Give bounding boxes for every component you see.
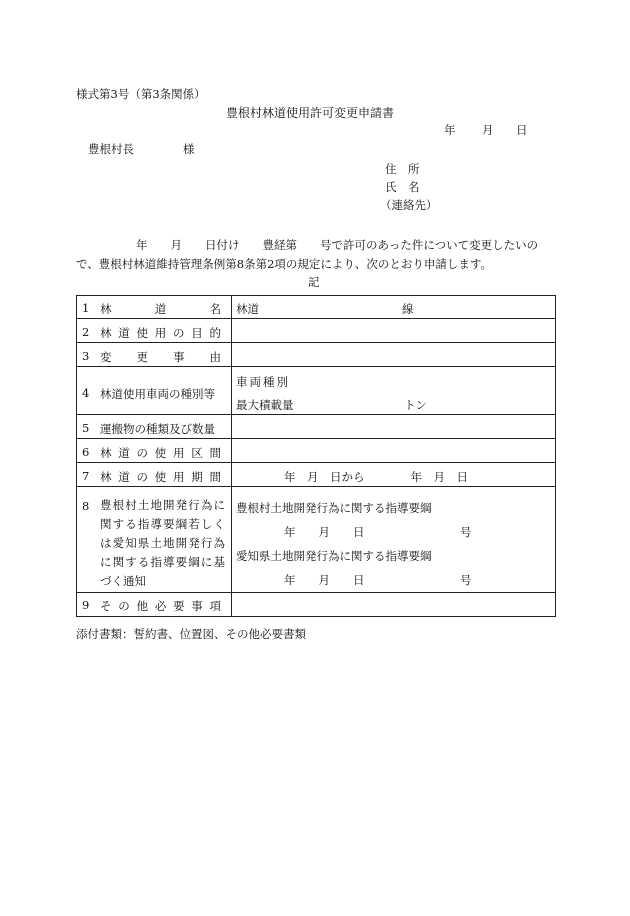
date-year: 年 [444, 123, 456, 137]
row-7-label: 林 道 の 使 用 期 間 [100, 470, 221, 484]
row-3-label: 変 更 事 由 [100, 350, 221, 364]
row-1-num: 1 [82, 301, 90, 315]
row-2-label: 林 道 使 用 の 目 的 [100, 326, 221, 340]
ki-label: 記 [308, 275, 320, 289]
row-4-sub-vehicle-type: 車両種別 [236, 375, 290, 389]
row-8-ref1-title: 豊根村土地開発行為に関する指導要綱 [236, 501, 432, 515]
row-5-label: 運搬物の種類及び数量 [100, 422, 215, 436]
row-9-label: そ の 他 必 要 事 項 [100, 599, 221, 613]
row-4-label: 林道使用車両の種別等 [100, 387, 215, 401]
row-1-value-suffix: 線 [402, 302, 414, 316]
row-1-label: 林 道 名 [100, 302, 221, 316]
row-6-num: 6 [82, 445, 90, 459]
row-7-num: 7 [82, 469, 90, 483]
document-title: 豊根村林道使用許可変更申請書 [226, 106, 395, 120]
row-8-ref2-date: 年 月 日 [284, 573, 365, 587]
row-4-sub-max-load-unit: トン [404, 398, 427, 412]
row-8-ref1-no: 号 [460, 525, 472, 539]
row-7-value: 年 月 日から 年 月 日 [284, 470, 468, 484]
row-2-num: 2 [82, 325, 90, 339]
address-label: 住 所 [385, 162, 420, 176]
body-line-2: で、豊根村林道維持管理条例第8条第2項の規定により、次のとおり申請します。 [76, 257, 492, 271]
name-label: 氏 名 [385, 180, 420, 194]
body-line-1: 年 月 日付け 豊経第 号で許可のあった件について変更したいの [136, 238, 539, 252]
row-9-num: 9 [82, 598, 90, 612]
form-number: 様式第3号（第3条関係） [76, 87, 206, 101]
row-4-num: 4 [82, 386, 90, 400]
attachments-note: 添付書類：誓約書、位置図、その他必要書類 [76, 627, 306, 641]
row-8-num: 8 [82, 499, 90, 513]
row-1-value-prefix: 林道 [236, 302, 259, 316]
date-day: 日 [516, 123, 528, 137]
date-month: 月 [482, 123, 494, 137]
row-4-sub-max-load: 最大積載量 [236, 398, 294, 412]
row-8-label: 豊根村土地開発行為に関する指導要綱若しくは愛知県土地開発行為に関する指導要綱に基づく通知 [100, 498, 225, 588]
contact-label: （連絡先） [380, 198, 438, 212]
addressee-suffix: 様 [183, 142, 195, 156]
row-5-num: 5 [82, 421, 90, 435]
row-8-ref2-title: 愛知県土地開発行為に関する指導要綱 [236, 549, 432, 563]
row-8-ref1-date: 年 月 日 [284, 525, 365, 539]
row-3-num: 3 [82, 349, 90, 363]
row-8-ref2-no: 号 [460, 573, 472, 587]
addressee: 豊根村長 [88, 142, 134, 156]
row-6-label: 林 道 の 使 用 区 間 [100, 446, 221, 460]
